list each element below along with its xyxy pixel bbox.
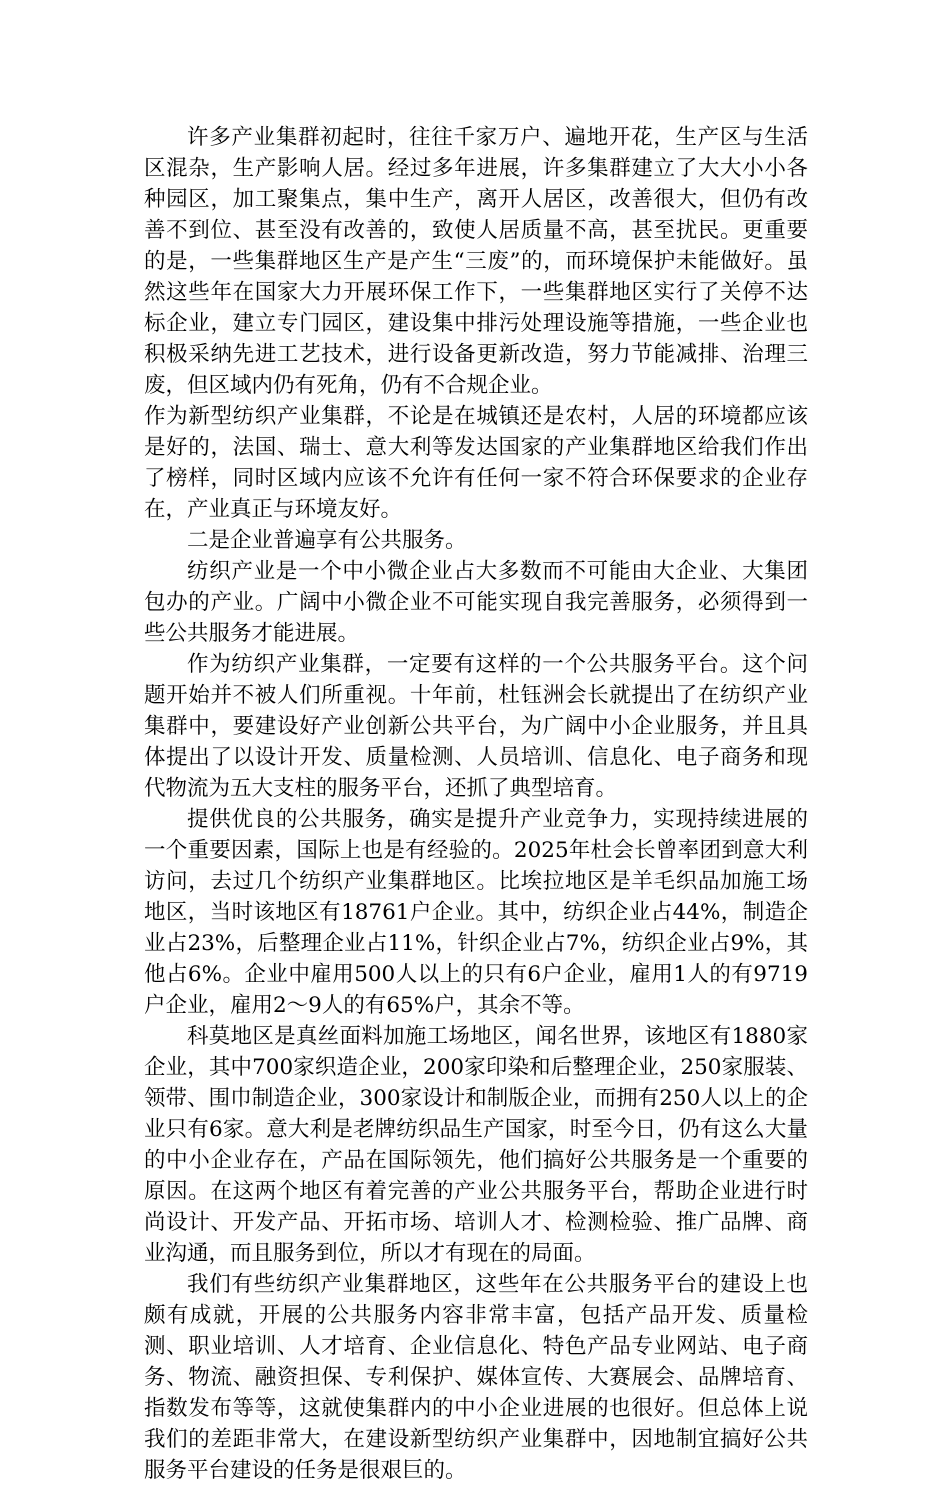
paragraph-new-textile-cluster: 作为新型纺织产业集群，不论是在城镇还是农村，人居的环境都应该是好的，法国、瑞士、意大利等发达国家的产业集群地区给我们作出了榜样，同时区域内应该不允许有任何一家不符合环保要求的企业存在，产业真正与环境友好。	[144, 404, 808, 522]
paragraph-domestic-clusters: 我们有些纺织产业集群地区，这些年在公共服务平台的建设上也颇有成就，开展的公共服务内容非常丰富，包括产品开发、质量检测、职业培训、人才培育、企业信息化、特色产品专业网站、电子商务、物流、融资担保、专利保护、媒体宣传、大赛展会、品牌培育、指数发布等等，这就使集群内的中小企业进展的也很好。但总体上说我们的差距非常大，在建设新型纺织产业集群中，因地制宜搞好公共服务平台建设的任务是很艰巨的。	[144, 1272, 808, 1483]
paragraph-biella-region: 提供优良的公共服务，确实是提升产业竞争力，实现持续进展的一个重要因素，国际上也是有经验的。2025年杜会长曾率团到意大利访问，去过几个纺织产业集群地区。比埃拉地区是羊毛织品加施工场地区，当时该地区有18761户企业。其中，纺织企业占44%，制造企业占23%，后整理企业占11%，针织企业占7%，纺织企业占9%，其他占6%。企业中雇用500人以上的只有6户企业，雇用1人的有9719户企业，雇用2～9人的有65%户，其余不等。	[144, 807, 808, 1018]
paragraph-como-region: 科莫地区是真丝面料加施工场地区，闻名世界，该地区有1880家企业，其中700家织造企业，200家印染和后整理企业，250家服装、领带、围巾制造企业，300家设计和制版企业，而拥有250人以上的企业只有6家。意大利是老牌纺织品生产国家，时至今日，仍有这么大量的中小企业存在，产品在国际领先，他们搞好公共服务是一个重要的原因。在这两个地区有着完善的产业公共服务平台，帮助企业进行时尚设计、开发产品、开拓市场、培训人才、检测检验、推广品牌、商业沟通，而且服务到位，所以才有现在的局面。	[144, 1024, 808, 1266]
paragraph-smes: 纺织产业是一个中小微企业占大多数而不可能由大企业、大集团包办的产业。广阔中小微企业不可能实现自我完善服务，必须得到一些公共服务才能进展。	[144, 559, 808, 646]
paragraph-environment: 许多产业集群初起时，往往千家万户、遍地开花，生产区与生活区混杂，生产影响人居。经过多年进展，许多集群建立了大大小小各种园区，加工聚集点，集中生产，离开人居区，改善很大，但仍有改善不到位、甚至没有改善的，致使人居质量不高，甚至扰民。更重要的是，一些集群地区生产是产生“三废”的，而环境保护未能做好。虽然这些年在国家大力开展环保工作下，一些集群地区实行了关停不达标企业，建立专门园区，建设集中排污处理设施等措施，一些企业也积极采纳先进工艺技术，进行设备更新改造，努力节能减排、治理三废，但区域内仍有死角，仍有不合规企业。	[144, 125, 808, 398]
document-body	[144, 122, 808, 1486]
section-heading-public-service: 二是企业普遍享有公共服务。	[187, 528, 467, 553]
paragraph-service-platform: 作为纺织产业集群，一定要有这样的一个公共服务平台。这个问题开始并不被人们所重视。十年前，杜钰洲会长就提出了在纺织产业集群中，要建设好产业创新公共平台，为广阔中小企业服务，并且具体提出了以设计开发、质量检测、人员培训、信息化、电子商务和现代物流为五大支柱的服务平台，还抓了典型培育。	[144, 652, 808, 801]
